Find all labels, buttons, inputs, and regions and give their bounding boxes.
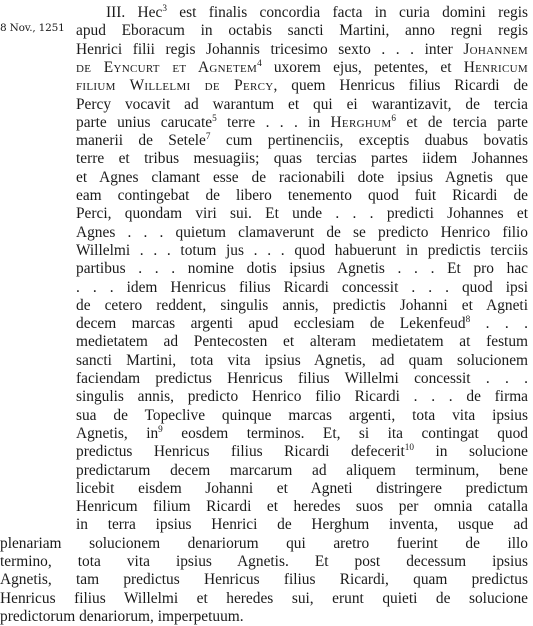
text-line: [76, 443, 528, 461]
text-span: Agnes . . . quietum clamaverunt de se predicto Henrico filio: [76, 223, 528, 241]
name-smallcaps: Henricum: [463, 58, 528, 76]
text-line: [76, 150, 528, 168]
text-line: [76, 516, 528, 534]
text-span: manerii de Setele: [76, 132, 206, 150]
text-span: III. Hec: [106, 4, 163, 21]
text-line: [76, 96, 528, 114]
text-span: eam contingebat de libero tenemento quod fuit Ricardi de: [76, 187, 528, 204]
text-span: eosdem terminos. Et, si ita contingat quod: [162, 424, 528, 442]
text-span: est finalis concordia facta in curia domini regis: [166, 4, 528, 21]
text-line: [76, 352, 528, 370]
text-line: [76, 462, 528, 480]
text-span: sancti Martini, tota vita ipsius Agnetis, ad quam solucionem: [76, 351, 528, 369]
footnote-ref: 4: [257, 57, 262, 68]
text-span: predictarum decem marcarum ad aliquem terminum, bene: [76, 461, 528, 479]
text-span: faciendam predictus Henricus filius Willelmi concessit . . .: [76, 370, 528, 387]
text-line: [76, 41, 528, 59]
text-span: predictus Henricus filius Ricardi defecerit: [76, 443, 405, 461]
text-line: [76, 407, 528, 425]
text-line: [76, 22, 528, 40]
name-smallcaps: de Eyncurt et Agnetem: [76, 58, 258, 76]
footnote-ref: 3: [162, 2, 167, 13]
text-span: Perci, quondam viri sui. Et unde . . . predicti Johannes et: [76, 205, 528, 223]
text-span: Agnetis, tam predictus Henricus filius Ricardi, quam predictus: [0, 571, 528, 589]
text-line: [76, 187, 528, 205]
text-span: , quem Henricus filius Ricardi de: [273, 77, 528, 95]
name-smallcaps: Johannem: [463, 40, 528, 58]
text-line: [76, 242, 528, 260]
text-span: terre et tribus mesuagiis; quas tercias partes iidem Johannes: [76, 150, 528, 168]
footnote-ref: 8: [465, 313, 471, 324]
text-span: sua de Topeclive quinque marcas argenti, tota vita ipsius: [76, 406, 528, 424]
text-line: [0, 535, 528, 553]
text-span: et Agnes clamant esse de racionabili dote ipsius Agnetis que: [76, 168, 528, 186]
text-span: . . . idem Henricus filius Ricardi concessit . . . quod ipsi: [76, 278, 528, 296]
text-span: licebit eisdem Johanni et Agneti distringere predictum: [76, 479, 528, 497]
text-line: [0, 553, 528, 571]
text-line: [76, 59, 528, 77]
text-span: termino, tota vita ipsius Agnetis. Et post decessum ipsius: [0, 553, 528, 570]
footnote-ref: 5: [212, 112, 217, 123]
text-span: cum pertinenciis, exceptis duabus bovatis: [210, 132, 528, 150]
text-span: Percy vocavit ad warantum et qui ei warantizavit, de tercia: [76, 95, 528, 113]
text-span: plenariam solucionem denariorum qui aretro fuerint de illo: [0, 534, 528, 552]
footnote-ref: 9: [158, 423, 163, 434]
text-line: [76, 279, 528, 297]
text-span: partibus . . . nomine dotis ipsius Agnetis . . . Et pro hac: [76, 260, 528, 278]
text-span: Henricus filius Willelmi et heredes sui, erunt quieti de solucione: [0, 589, 528, 607]
footnote-ref: 6: [391, 112, 397, 123]
text-span: singulis annis, predicto Henrico filio Ricardi . . . de firma: [76, 388, 528, 406]
text-line: [76, 425, 528, 443]
text-span: uxorem ejus, petentes, et: [261, 58, 464, 76]
text-line: [0, 608, 528, 626]
text-line: [76, 333, 528, 351]
text-line: [76, 260, 528, 278]
text-line: [76, 297, 528, 315]
text-span: in terra ipsius Henrici de Herghum inventa, usque ad: [76, 516, 528, 534]
text-span: Agnetis, in: [76, 424, 159, 442]
text-line: [0, 590, 528, 608]
text-span: decem marcas argenti apud ecclesiam de Lekenfeud: [76, 315, 466, 333]
text-line: [76, 114, 528, 132]
text-span: apud Eboracum in octabis sancti Martini, anno regni regis: [76, 22, 528, 40]
text-line: [76, 77, 528, 95]
text-span: parte unius carucate: [76, 113, 213, 131]
text-line: [76, 169, 528, 187]
text-span: medietatem ad Pentecosten et alteram medietatem at festum: [76, 333, 528, 351]
name-smallcaps: filium Willelmi de Percy: [76, 77, 274, 95]
text-span: Henricum filium Ricardi et heredes suos per omnia catalla: [76, 498, 528, 516]
text-line: [76, 4, 528, 22]
text-line: [76, 480, 528, 498]
text-span: Henrici filii regis Johannis tricesimo sexto . . . inter: [76, 40, 464, 58]
margin-date: 8 Nov., 1251: [0, 22, 65, 34]
text-span: Willelmi . . . totum jus . . . quod habuerunt in predictis terciis: [76, 241, 528, 259]
text-line: [76, 388, 528, 406]
name-smallcaps: Herghum: [330, 113, 392, 131]
text-line: [76, 205, 528, 223]
text-line: [0, 571, 528, 589]
text-line: [76, 370, 528, 388]
text-span: et de tercia parte: [396, 113, 528, 131]
text-line: [76, 315, 528, 333]
text-line: [76, 224, 528, 242]
text-span: predictorum denariorum, imperpetuum.: [0, 607, 244, 625]
footnote-ref: 10: [404, 442, 415, 453]
text-span: . . .: [470, 315, 528, 333]
text-span: de cetero reddent, singulis annis, predictis Johanni et Agneti: [76, 296, 528, 314]
footnote-ref: 7: [205, 130, 211, 141]
text-line: [76, 132, 528, 150]
text-line: [76, 498, 528, 516]
text-span: terre . . . in: [216, 113, 331, 131]
text-span: in solucione: [414, 443, 528, 461]
